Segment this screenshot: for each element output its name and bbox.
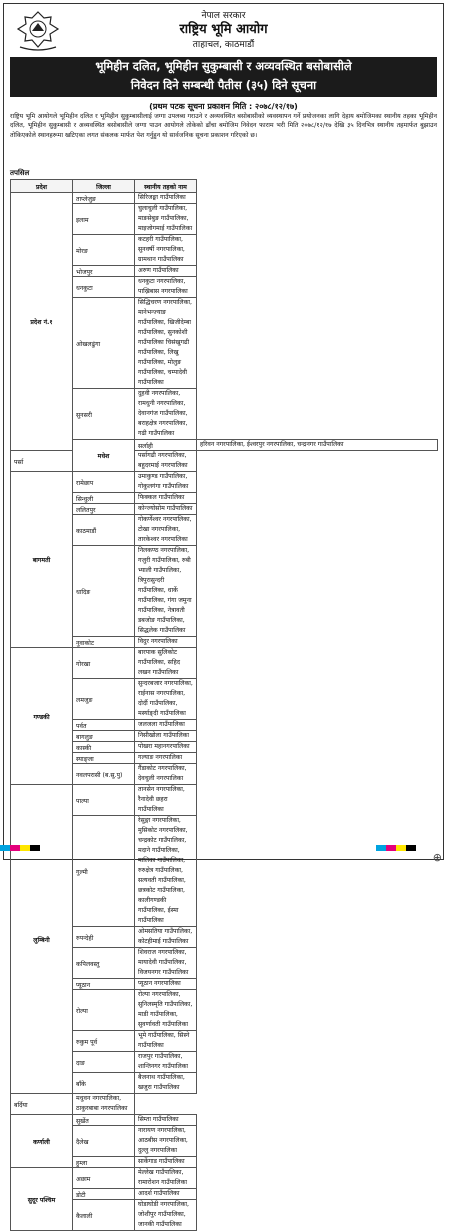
district-cell: कैलाली (73, 1200, 135, 1231)
district-cell: स्याङ्जा (73, 753, 135, 764)
table-row (11, 277, 438, 298)
local-units-cell: शिवराज नगरपालिका, मायादेवी गाउँपालिका, विजयनगर गाउँपालिका (135, 948, 197, 979)
district-cell: बागलुङ (73, 731, 135, 742)
district-cell: डोटी (73, 1189, 135, 1200)
district-cell: पर्वत (73, 720, 135, 731)
table-row (11, 948, 438, 979)
table-row (11, 1115, 438, 1126)
district-cell: कपिलवस्तु (73, 948, 135, 979)
district-cell: बर्दिया (11, 1094, 73, 1115)
table-row (11, 742, 438, 753)
publish-date: (प्रथम पटक सूचना प्रकाशन मिति : २०७८/१२/१७) (149, 102, 298, 111)
table-row (11, 990, 438, 1031)
district-cell: मोरङ (73, 235, 135, 266)
table-row (11, 1189, 438, 1200)
notice-title-line-2: निवेदन दिने सम्बन्धी पैतीस (३५) दिने सूचना (130, 78, 317, 92)
district-cell: ताप्लेजुङ (73, 193, 135, 204)
column-header-local-units: स्थानीय तहको नाम (135, 180, 197, 193)
table-row (11, 1052, 438, 1073)
district-cell: हुम्ला (73, 1157, 135, 1168)
local-units-cell: निसीखोला गाउँपालिका (135, 731, 197, 742)
district-cell: इलाम (73, 204, 135, 235)
district-cell: सुर्खेत (73, 1115, 135, 1126)
local-units-cell: जलजला गाउँपालिका (135, 720, 197, 731)
table-row (11, 1168, 438, 1189)
table-row (11, 472, 438, 493)
district-cell: सर्लाही (135, 440, 197, 451)
column-header-province: प्रदेश (11, 180, 73, 193)
local-units-cell: राजपुर गाउँपालिका, शान्तिनगर गाउँपालिका (135, 1052, 197, 1073)
table-row (11, 440, 438, 451)
local-units-cell: नारायण नगरपालिका, आठबीस नगरपालिका, दुल्लु नगरपालिका (135, 1126, 197, 1157)
table-caption: तपसिल (10, 169, 30, 177)
table-row (11, 1031, 438, 1052)
table-row (11, 546, 438, 637)
local-units-cell: सिरिजङ्घा गाउँपालिका (135, 193, 197, 204)
table-row (11, 389, 438, 440)
district-cell: बाँके (73, 1073, 135, 1094)
table-row (11, 753, 438, 764)
district-cell: पर्सा (11, 451, 73, 472)
organization-location: ताहाचल, काठमाडौं (192, 40, 255, 50)
district-cell: सिन्धुली (73, 493, 135, 504)
district-cell: कास्की (73, 742, 135, 753)
table-row (11, 1073, 438, 1094)
local-units-cell: गोकर्णेश्वर नगरपालिका, टोखा नगरपालिका, तारकेश्वर नगरपालिका (135, 515, 197, 546)
local-units-cell: भूमे गाउँपालिका, सिस्ने गाउँपालिका (135, 1031, 197, 1052)
local-units-cell: उमाकुण्ड गाउँपालिका, गोकुलगंगा गाउँपालिका (135, 472, 197, 493)
district-cell: नवलपरासी (ब.सु.पु) (73, 764, 135, 785)
district-cell: दाङ (73, 1052, 135, 1073)
notice-page (3, 3, 444, 1228)
province-cell: गण्डकी (11, 648, 73, 785)
district-cell: अछाम (73, 1168, 135, 1189)
local-units-cell: चुलाचुली गाउँपालिका, माङसेबुङ गाउँपालिका, माइजोगमाई गाउँपालिका (135, 204, 197, 235)
district-cell: गुल्मी (73, 816, 135, 927)
table-header-row (11, 180, 438, 193)
district-cell: प्यूठान (73, 979, 135, 990)
table-row (11, 235, 438, 266)
local-units-cell: सिम्ता गाउँपालिका (135, 1115, 197, 1126)
province-cell: कर्णाली (11, 1115, 73, 1168)
local-units-table (10, 179, 438, 1231)
local-units-cell: रेसुङ्गा नगरपालिका, मुसिकोट नगरपालिका, चन्द्रकोट गाउँपालिका, मदाने गाउँपालिका, मालिका गाउँपालिका, रुरुक्षेत्र गाउँपालिका, सत्यवती गाउँपालिका, छत्रकोट गाउँपालिका, कालीगण्डकी गाउँपालिका, ईस्मा गाउँपालिका (135, 816, 197, 927)
organization-name: राष्ट्रिय भूमि आयोग (179, 22, 268, 37)
province-cell: लुम्बिनी (11, 785, 73, 1094)
table-body (11, 193, 438, 1231)
local-units-cell: सुन्दरबजार नगरपालिका, राईनास नगरपालिका, दोर्दी गाउँपालिका, मर्स्याङ्दी गाउँपालिका (135, 679, 197, 720)
local-units-cell: कोन्ज्योसोम गाउँपालिका (135, 504, 197, 515)
local-units-cell: प्यूठान नगरपालिका (135, 979, 197, 990)
table-row (11, 1200, 438, 1231)
local-units-cell: अरुण गाउँपालिका (135, 266, 197, 277)
local-units-cell: गल्याङ नगरपालिका (135, 753, 197, 764)
local-units-cell: निलकण्ठ नगरपालिका, गजुरी गाउँपालिका, रुबी भ्याली गाउँपालिका, त्रिपुरासुन्दरी गाउँपालिका, धार्के गाउँपालिका, गंगा जमुना गाउँपालिका, नेत्रावती डबजोङ गाउँपालिका, सिद्धलेक गाउँपालिका (135, 546, 197, 637)
local-units-cell: मेल्लेख गाउँपालिका, रामारोशन गाउँपालिका (135, 1168, 197, 1189)
district-cell: रोल्पा (73, 990, 135, 1031)
table-row (11, 785, 438, 816)
province-cell: बागमती (11, 472, 73, 648)
table-row (11, 731, 438, 742)
table-row (11, 1157, 438, 1168)
table-row (11, 504, 438, 515)
district-cell: ओखलढुंगा (73, 298, 135, 389)
notice-title-banner (10, 57, 437, 97)
table-row (11, 720, 438, 731)
district-cell: धादिङ (73, 546, 135, 637)
table-row (11, 648, 438, 679)
notice-title-line-1: भूमिहीन दलित, भूमिहीन सुकुम्बासी र अव्यवस्थित बसोबासीले (95, 59, 352, 73)
local-units-cell: हरिवन नगरपालिका, ईश्वरपुर नगरपालिका, चन्द्रनगर गाउँपालिका (197, 440, 438, 451)
local-units-cell: मधुवन नगरपालिका, ठाकुरबाबा नगरपालिका (73, 1094, 135, 1115)
color-bar-right (376, 845, 416, 851)
province-cell: मधेश (73, 440, 135, 472)
table-row (11, 637, 438, 648)
district-cell: लमजुङ (73, 679, 135, 720)
print-marks (0, 845, 454, 864)
local-units-cell: दुहवी नगरपालिका, रामधुनी नगरपालिका, देवानगंज गाउँपालिका, बराहक्षेत्र नगरपालिका, गढी गाउँपालिका (135, 389, 197, 440)
local-units-cell: गैंडाकोट नगरपालिका, देवचुली नगरपालिका (135, 764, 197, 785)
table-row (11, 1126, 438, 1157)
province-cell: प्रदेश नं.१ (11, 193, 73, 451)
local-units-cell: विदुर नगरपालिका (135, 637, 197, 648)
table-row (11, 266, 438, 277)
local-units-cell: रोल्पा नगरपालिका, सुनिलस्मृति गाउँपालिका, माडी गाउँपालिका, सुवर्णावती गाउँपालिका (135, 990, 197, 1031)
table-row (11, 493, 438, 504)
table-row (11, 204, 438, 235)
local-units-cell: सिद्धिचरण नगरपालिका, मानेभन्ज्याङ गाउँपालिका, खिजीदेम्बा गाउँपालिका, सुनकोशी गाउँपालिका चिसंखुगढी गाउँपालिका, लिखु गाउँपालिका, मोलुङ गाउँपालिका, चम्पादेवी गाउँपालिका (135, 298, 197, 389)
district-cell: दैलेख (73, 1126, 135, 1157)
local-units-cell: धनकुटा नगरपालिका, पाख्रिबास नगरपालिका (135, 277, 197, 298)
local-units-cell: बारपाक सुलिकोट गाउँपालिका, सहिद लखन गाउँपालिका (135, 648, 197, 679)
local-units-cell: आदर्श गाउँपालिका (135, 1189, 197, 1200)
district-cell: रुपन्देही (73, 927, 135, 948)
table-row (11, 764, 438, 785)
district-cell: भोजपुर (73, 266, 135, 277)
local-units-cell: सार्केगाड गाउँपालिका (135, 1157, 197, 1168)
intro-paragraph: राष्ट्रिय भूमि आयोगले भूमिहीन दलित र भूमिहीन सुकुम्बासीलाई जग्गा उपलब्ध गराउने र अव्यवस्थित बसोबासीको व्यवस्थापन गर्ने प्रयोजनका लागि देहाय बमोजिमका स्थानीय तहका भूमिहीन दलित, भूमिहीन सुकुम्बासी र अव्यवस्थित बसोबासीले जग्गा पाउन आयोगले तोकेको ढाँचा बमोजिम निवेदन फाराम भरी मिति २०७८/१२/१७ देखि ३५ दिनभित्र स्थानीय तहमार्फत बुझाउन तोकिएकोले स्थानहरूमा खटिएका लगत संकलक मार्फत पेश गर्नुहुन यो सार्वजनिक सूचना प्रकाशन गरिएको छ। (10, 113, 437, 139)
table-row (11, 979, 438, 990)
table-row (11, 927, 438, 948)
district-cell: धनकुटा (73, 277, 135, 298)
district-cell: सुनसरी (73, 389, 135, 440)
table-row (11, 1094, 438, 1115)
government-label: नेपाल सरकार (201, 11, 246, 21)
district-cell: पाल्पा (73, 785, 135, 816)
local-units-cell: पर्सागढी नगरपालिका, बहुदरमाई नगरपालिका (135, 451, 197, 472)
district-cell: गोरखा (73, 648, 135, 679)
district-cell: रामेछाप (73, 472, 135, 493)
column-header-district: जिल्ला (73, 180, 135, 193)
table-row (11, 298, 438, 389)
table-row (11, 679, 438, 720)
local-units-cell: बैजनाथ गाउँपालिका, खजुरा गाउँपालिका (135, 1073, 197, 1094)
local-units-cell: कटहरी गाउँपालिका, सुनवर्षी नगरपालिका, ग्रामथान गाउँपालिका (135, 235, 197, 266)
table-row (11, 515, 438, 546)
local-units-cell: पोखरा महानगरपालिका (135, 742, 197, 753)
district-cell: नुवाकोट (73, 637, 135, 648)
local-units-cell: ओमसतिया गाउँपालिका, कोटहीमाई गाउँपालिका (135, 927, 197, 948)
district-cell: ललितपुर (73, 504, 135, 515)
local-units-cell: फिक्कल गाउँपालिका (135, 493, 197, 504)
color-bar-left (0, 845, 40, 851)
local-units-cell: तानसेन नगरपालिका, रैनादेवी छहरा गाउँपालिका (135, 785, 197, 816)
table-row (11, 193, 438, 204)
registration-mark-icon: ⊕ (432, 851, 442, 864)
district-cell: रुकुम पूर्व (73, 1031, 135, 1052)
local-units-cell: घोडाघोडी नगरपालिका, जोशीपुर गाउँपालिका, जानकी गाउँपालिका (135, 1200, 197, 1231)
province-cell: सुदूर पश्चिम (11, 1168, 73, 1231)
district-cell: काठमाडौं (73, 515, 135, 546)
